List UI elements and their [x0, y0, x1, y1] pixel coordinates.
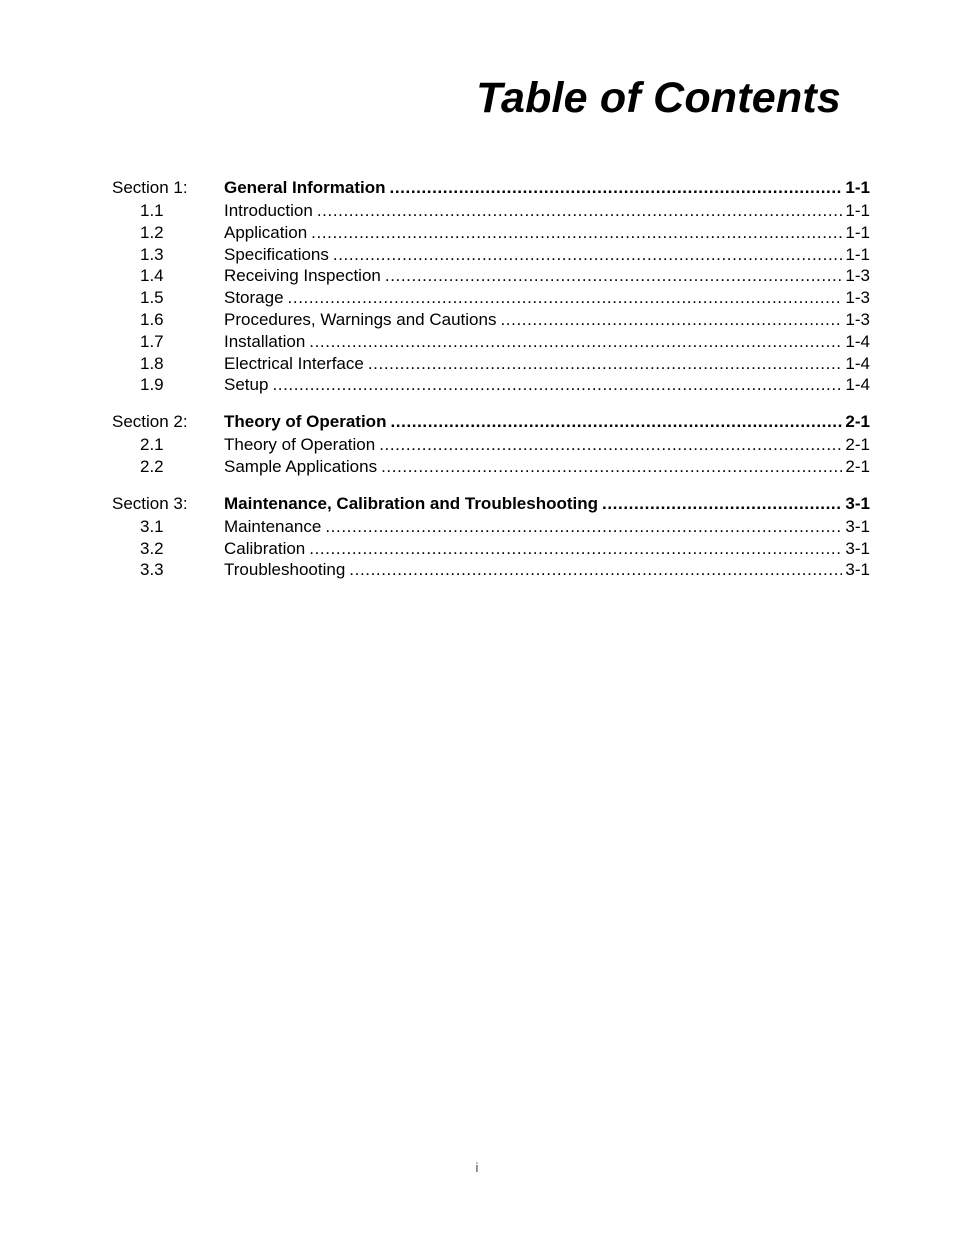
table-of-contents	[112, 176, 870, 595]
entry-number: 1.4	[140, 266, 164, 286]
entry-number: 1.2	[140, 222, 164, 242]
entry-number: 2.1	[140, 435, 164, 455]
toc-section-2	[112, 410, 870, 478]
entry-title: Calibration	[224, 538, 306, 558]
entry-number: 1.7	[140, 331, 164, 351]
entry-page: 1-3	[845, 309, 870, 329]
entry-page: 1-4	[845, 375, 870, 395]
entry-title: Setup	[224, 375, 269, 395]
entry-number: 1.8	[140, 353, 164, 373]
dot-leader	[288, 287, 843, 309]
toc-entry[interactable]	[112, 222, 870, 244]
dot-leader	[385, 265, 843, 287]
toc-entry[interactable]	[112, 374, 870, 396]
entry-number: 1.3	[140, 244, 164, 264]
entry-title: Procedures, Warnings and Cautions	[224, 309, 497, 329]
entry-page: 1-3	[845, 266, 870, 286]
entry-number: 1.9	[140, 375, 164, 395]
section-title: Theory of Operation	[224, 412, 387, 432]
dot-leader	[500, 309, 842, 331]
entry-title: Receiving Inspection	[224, 266, 381, 286]
section-number: Section 2:	[112, 412, 188, 432]
entry-title: Theory of Operation	[224, 435, 376, 455]
toc-entry[interactable]	[112, 287, 870, 309]
entry-page: 1-4	[845, 331, 870, 351]
entry-page: 1-1	[845, 244, 870, 264]
toc-entry[interactable]	[112, 309, 870, 331]
dot-leader	[272, 374, 842, 396]
dot-leader	[349, 559, 842, 581]
entry-title: Storage	[224, 288, 284, 308]
section-title: General Information	[224, 178, 386, 197]
dot-leader	[309, 331, 842, 353]
toc-section-3	[112, 492, 870, 581]
entry-page: 2-1	[845, 435, 870, 455]
toc-entry[interactable]	[112, 331, 870, 353]
section-page: 2-1	[845, 412, 870, 432]
entry-number: 3.3	[140, 560, 164, 580]
toc-entry[interactable]	[112, 434, 870, 456]
page-title: Table of Contents	[476, 74, 841, 122]
toc-section-header[interactable]	[112, 176, 870, 200]
page-folio: i	[475, 1160, 479, 1175]
entry-page: 3-1	[845, 560, 870, 580]
entry-page: 1-1	[845, 222, 870, 242]
entry-page: 3-1	[845, 516, 870, 536]
toc-entry[interactable]	[112, 353, 870, 375]
entry-page: 2-1	[845, 456, 870, 476]
entry-page: 1-4	[845, 353, 870, 373]
dot-leader	[309, 538, 842, 560]
dot-leader	[325, 516, 842, 538]
dot-leader	[390, 176, 843, 200]
toc-section-header[interactable]	[112, 492, 870, 516]
entry-title: Specifications	[224, 244, 329, 264]
entry-title: Electrical Interface	[224, 353, 364, 373]
entry-title: Introduction	[224, 201, 313, 220]
section-number: Section 3:	[112, 493, 188, 513]
entry-title: Troubleshooting	[224, 560, 346, 580]
toc-section-1	[112, 176, 870, 396]
dot-leader	[602, 492, 842, 516]
entry-title: Application	[224, 222, 308, 242]
dot-leader	[381, 456, 842, 478]
dot-leader	[311, 222, 842, 244]
entry-number: 2.2	[140, 456, 164, 476]
entry-title: Maintenance	[224, 516, 322, 536]
entry-number: 1.1	[140, 201, 164, 220]
entry-page: 1-1	[845, 201, 870, 220]
entry-title: Installation	[224, 331, 306, 351]
toc-entry[interactable]	[112, 559, 870, 581]
toc-entry[interactable]	[112, 200, 870, 222]
section-page: 1-1	[845, 178, 870, 197]
section-title: Maintenance, Calibration and Troubleshooting	[224, 493, 599, 513]
toc-entry[interactable]	[112, 538, 870, 560]
entry-number: 3.2	[140, 538, 164, 558]
toc-entry[interactable]	[112, 516, 870, 538]
toc-entry[interactable]	[112, 456, 870, 478]
dot-leader	[390, 410, 842, 434]
section-number: Section 1:	[112, 178, 188, 197]
toc-section-header[interactable]	[112, 410, 870, 434]
toc-entry[interactable]	[112, 265, 870, 287]
dot-leader	[333, 244, 843, 266]
entry-page: 3-1	[845, 538, 870, 558]
entry-number: 1.6	[140, 309, 164, 329]
entry-number: 3.1	[140, 516, 164, 536]
entry-number: 1.5	[140, 288, 164, 308]
dot-leader	[368, 353, 843, 375]
entry-page: 1-3	[845, 288, 870, 308]
toc-entry[interactable]	[112, 244, 870, 266]
dot-leader	[317, 200, 843, 222]
section-page: 3-1	[845, 493, 870, 513]
dot-leader	[379, 434, 842, 456]
entry-title: Sample Applications	[224, 456, 378, 476]
